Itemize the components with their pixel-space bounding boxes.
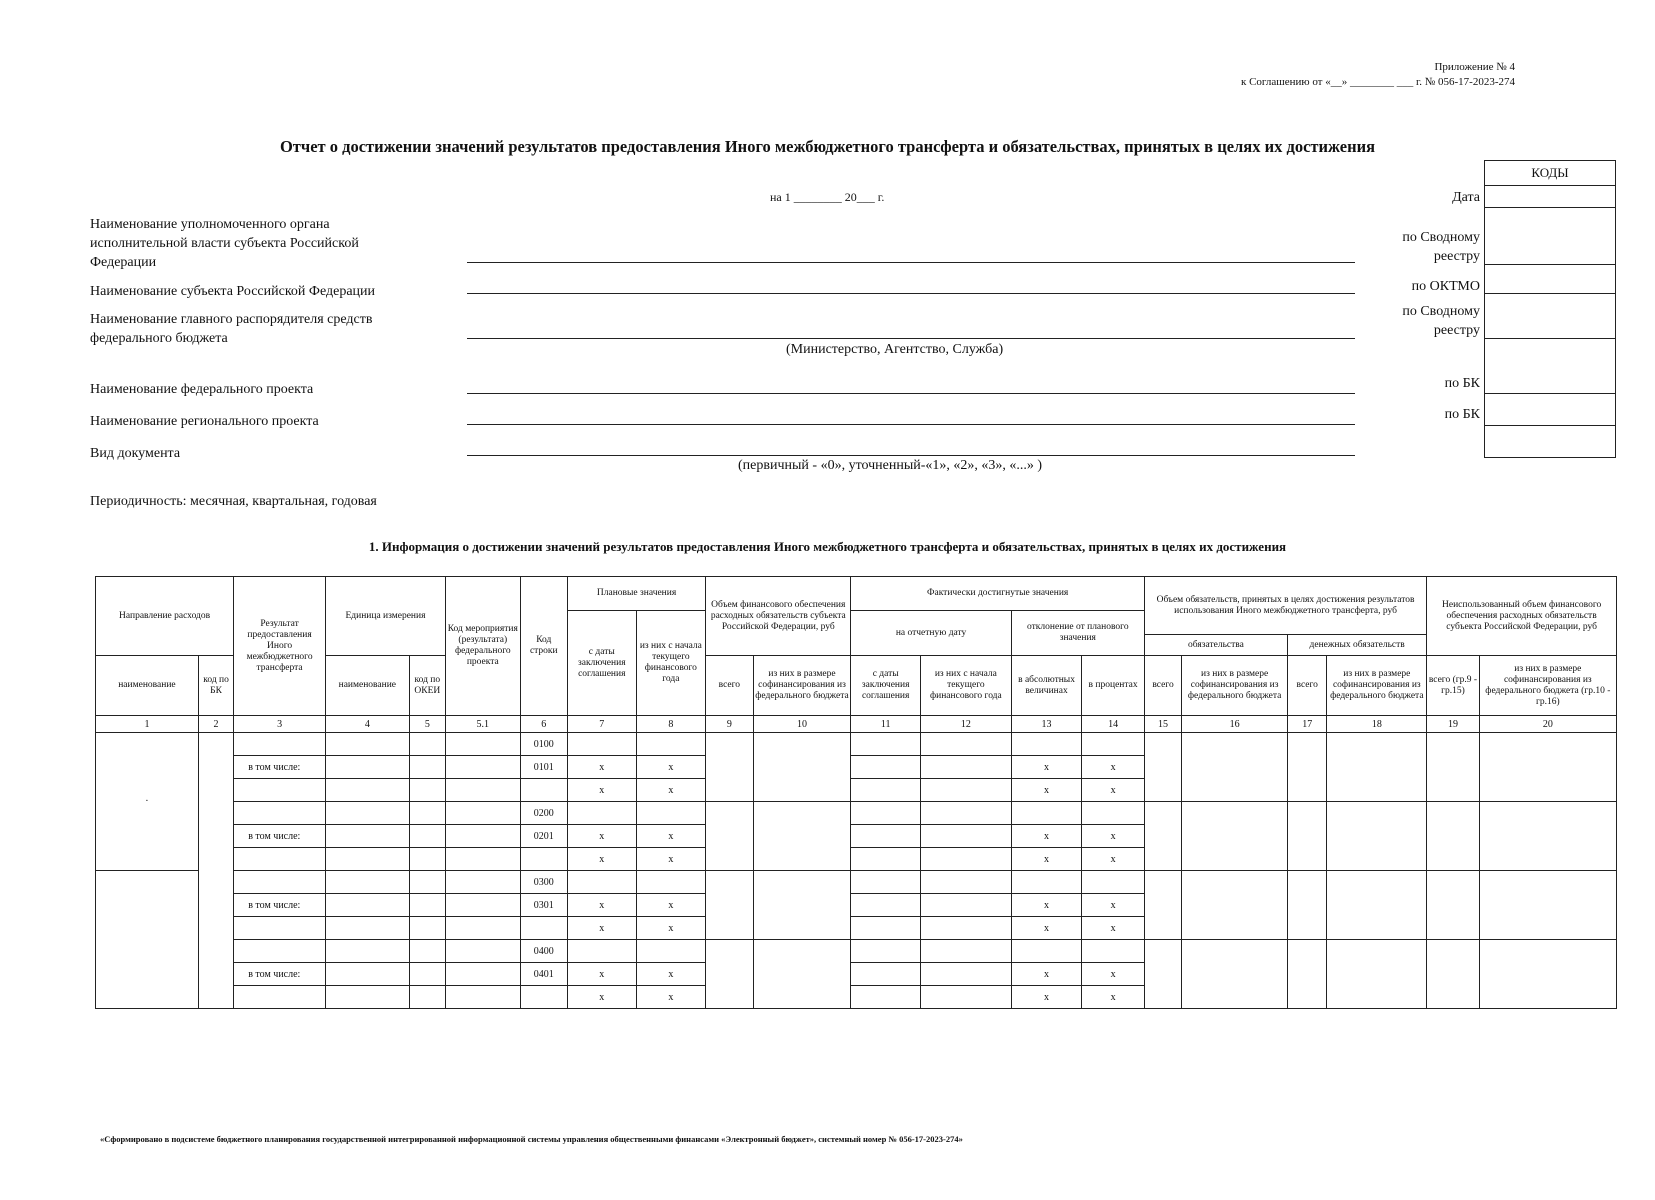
row-code-cell[interactable] (520, 779, 567, 802)
col-number: 2 (198, 716, 233, 733)
th-ob-total: всего (1144, 656, 1181, 716)
unused-total-cell[interactable] (1427, 940, 1479, 1009)
col-number: 12 (920, 716, 1011, 733)
col-number: 15 (1144, 716, 1181, 733)
th-ob-fed: из них в размере софинансирования из федерального бюджета (1182, 656, 1288, 716)
column-numbers-row (96, 716, 1617, 733)
dev-pct-cell[interactable] (1082, 940, 1145, 963)
money-total-cell[interactable] (1288, 802, 1327, 871)
ob-total-cell[interactable] (1144, 802, 1181, 871)
unused-total-cell[interactable] (1427, 802, 1479, 871)
direction-name-cell[interactable] (96, 871, 199, 1009)
x-mark: x (1011, 825, 1082, 848)
plan-year-cell[interactable] (636, 802, 706, 825)
th-unused-fed: из них в размере софинансирования из федерального бюджета (гр.10 - гр.16) (1479, 656, 1616, 716)
okei-cell[interactable] (409, 917, 445, 940)
event-code-cell[interactable] (445, 986, 520, 1009)
col-number: 6 (520, 716, 567, 733)
x-mark: x (567, 894, 636, 917)
dev-pct-cell[interactable] (1082, 733, 1145, 756)
fact-year-cell[interactable] (920, 848, 1011, 871)
row-code-cell[interactable] (520, 917, 567, 940)
plan-from-cell[interactable] (567, 940, 636, 963)
including-label: в том числе: (234, 894, 326, 917)
codes-divider (1485, 264, 1615, 265)
okei-cell[interactable] (409, 940, 445, 963)
th-plan-year: из них с начала текущего финансового года (636, 611, 706, 716)
th-unused-total: всего (гр.9 - гр.15) (1427, 656, 1479, 716)
field-subject-label: Наименование субъекта Российской Федерации (90, 284, 376, 299)
th-money-fed: из них в размере софинансирования из федерального бюджета (1327, 656, 1427, 716)
okei-cell[interactable] (409, 986, 445, 1009)
fact-year-cell[interactable] (920, 733, 1011, 756)
th-fact: Фактически достигнутые значения (851, 577, 1144, 611)
fact-from-cell[interactable] (851, 894, 921, 917)
event-code-cell[interactable] (445, 894, 520, 917)
col-number: 11 (851, 716, 921, 733)
fin-fed-cell[interactable] (753, 871, 851, 940)
field-authority-line[interactable] (467, 262, 1355, 263)
code-label-oktmo: по ОКТМО (1411, 279, 1480, 294)
fact-year-cell[interactable] (920, 963, 1011, 986)
unused-fed-cell[interactable] (1479, 940, 1616, 1009)
x-mark: x (1011, 963, 1082, 986)
th-row-code: Код строки (520, 577, 567, 716)
th-event-code: Код мероприятия (результата) федерального проекта (445, 577, 520, 716)
event-code-cell[interactable] (445, 825, 520, 848)
x-mark: x (1082, 917, 1145, 940)
ob-fed-cell[interactable] (1182, 940, 1288, 1009)
x-mark: x (567, 825, 636, 848)
x-mark: x (1011, 848, 1082, 871)
result-cell[interactable] (234, 848, 326, 871)
unit-name-cell[interactable] (325, 756, 409, 779)
field-doc-type-caption: (первичный - «0», уточненный-«1», «2», «3», «...» ) (738, 458, 1043, 473)
fact-year-cell[interactable] (920, 825, 1011, 848)
x-mark: x (636, 825, 706, 848)
codes-header: КОДЫ (1485, 161, 1615, 186)
codes-divider (1485, 207, 1615, 208)
ob-fed-cell[interactable] (1182, 733, 1288, 802)
col-number: 16 (1182, 716, 1288, 733)
event-code-cell[interactable] (445, 779, 520, 802)
col-number: 10 (753, 716, 851, 733)
row-code-cell: 0401 (520, 963, 567, 986)
money-total-cell[interactable] (1288, 733, 1327, 802)
x-mark: x (567, 917, 636, 940)
fact-year-cell[interactable] (920, 756, 1011, 779)
okei-cell[interactable] (409, 871, 445, 894)
code-label-date: Дата (1452, 190, 1480, 205)
th-money-obligations: денежных обязательств (1288, 635, 1427, 656)
code-label-bk: по БК (1444, 376, 1480, 391)
code-label-registry-2: по Сводному реестру (1402, 304, 1480, 338)
x-mark: x (1011, 986, 1082, 1009)
x-mark: x (1082, 894, 1145, 917)
dev-abs-cell[interactable] (1011, 733, 1082, 756)
th-financing: Объем финансового обеспечения расходных обязательств субъекта Российской Федерации, руб (706, 577, 851, 656)
row-code-cell: 0301 (520, 894, 567, 917)
event-code-cell[interactable] (445, 848, 520, 871)
section-title: 1. Информация о достижении значений результатов предоставления Иного межбюджетного трансферта и обязательствах, принятых в целях их достижения (368, 539, 1287, 554)
codes-box (1484, 160, 1616, 458)
th-dev-abs: в абсолютных величинах (1011, 656, 1082, 716)
x-mark: x (1082, 825, 1145, 848)
fin-fed-cell[interactable] (753, 940, 851, 1009)
field-regional-project-label: Наименование регионального проекта (90, 414, 319, 429)
dev-abs-cell[interactable] (1011, 940, 1082, 963)
report-table (95, 576, 1617, 1009)
okei-cell[interactable] (409, 825, 445, 848)
col-number: 8 (636, 716, 706, 733)
code-label-registry: по Сводному реестру (1402, 230, 1480, 264)
direction-name-cell[interactable]: · (96, 733, 199, 871)
event-code-cell[interactable] (445, 733, 520, 756)
col-number: 7 (567, 716, 636, 733)
x-mark: x (1082, 779, 1145, 802)
unused-total-cell[interactable] (1427, 871, 1479, 940)
row-code-cell: 0400 (520, 940, 567, 963)
col-number: 17 (1288, 716, 1327, 733)
event-code-cell[interactable] (445, 756, 520, 779)
fact-year-cell[interactable] (920, 986, 1011, 1009)
x-mark: x (636, 848, 706, 871)
x-mark: x (567, 756, 636, 779)
event-code-cell[interactable] (445, 940, 520, 963)
fact-from-cell[interactable] (851, 756, 921, 779)
x-mark: x (1082, 963, 1145, 986)
x-mark: x (636, 756, 706, 779)
unit-name-cell[interactable] (325, 848, 409, 871)
th-unit-name: наименование (325, 656, 409, 716)
table-row (96, 940, 1617, 963)
x-mark: x (1011, 756, 1082, 779)
x-mark: x (567, 986, 636, 1009)
unit-name-cell[interactable] (325, 871, 409, 894)
unit-name-cell[interactable] (325, 917, 409, 940)
x-mark: x (567, 848, 636, 871)
x-mark: x (636, 894, 706, 917)
fact-from-cell[interactable] (851, 779, 921, 802)
result-cell[interactable] (234, 802, 326, 825)
field-authority-label: Наименование уполномоченного органа исполнительной власти субъекта Российской Федерации (90, 217, 359, 270)
row-code-cell: 0100 (520, 733, 567, 756)
ob-fed-cell[interactable] (1182, 802, 1288, 871)
row-code-cell: 0200 (520, 802, 567, 825)
table-row (96, 733, 1617, 756)
fact-from-cell[interactable] (851, 733, 921, 756)
x-mark: x (567, 779, 636, 802)
money-total-cell[interactable] (1288, 940, 1327, 1009)
th-okei: код по ОКЕИ (409, 656, 445, 716)
field-distributor-caption: (Министерство, Агентство, Служба) (786, 342, 1004, 357)
code-bk-cell[interactable] (198, 733, 233, 1009)
col-number: 3 (234, 716, 326, 733)
fact-from-cell[interactable] (851, 963, 921, 986)
table-row (96, 802, 1617, 825)
col-number: 1 (96, 716, 199, 733)
money-fed-cell[interactable] (1327, 733, 1427, 802)
col-number: 5 (409, 716, 445, 733)
x-mark: x (1082, 756, 1145, 779)
ob-total-cell[interactable] (1144, 733, 1181, 802)
event-code-cell[interactable] (445, 917, 520, 940)
agreement-reference: к Соглашению от «__» ________ ___ г. № 056-17-2023-274 (1240, 76, 1515, 88)
field-doc-type-line[interactable] (467, 455, 1355, 456)
result-cell[interactable] (234, 779, 326, 802)
th-money-total: всего (1288, 656, 1327, 716)
th-deviation: отклонение от планового значения (1011, 611, 1144, 656)
periodicity: Периодичность: месячная, квартальная, годовая (90, 494, 377, 509)
x-mark: x (636, 963, 706, 986)
field-federal-project-label: Наименование федерального проекта (90, 382, 314, 397)
fact-year-cell[interactable] (920, 940, 1011, 963)
unused-fed-cell[interactable] (1479, 733, 1616, 802)
event-code-cell[interactable] (445, 963, 520, 986)
field-distributor-label: Наименование главного распорядителя средств федерального бюджета (90, 312, 373, 346)
col-number: 14 (1082, 716, 1145, 733)
fin-total-cell[interactable] (706, 733, 753, 802)
money-total-cell[interactable] (1288, 871, 1327, 940)
x-mark: x (1011, 894, 1082, 917)
plan-from-cell[interactable] (567, 733, 636, 756)
document-title: Отчет о достижении значений результатов предоставления Иного межбюджетного трансферта и обязательствах, принятых в целях их достижения (279, 137, 1376, 156)
th-dev-pct: в процентах (1082, 656, 1145, 716)
footer-note: «Сформировано в подсистеме бюджетного планирования государственной интегрированной информационной системы управления общественными финансами «Электронный бюджет», системный номер № 056-17-2023-274» (100, 1134, 963, 1144)
th-plan: Плановые значения (567, 577, 705, 611)
event-code-cell[interactable] (445, 802, 520, 825)
okei-cell[interactable] (409, 963, 445, 986)
plan-year-cell[interactable] (636, 871, 706, 894)
th-unit: Единица измерения (325, 577, 445, 656)
field-doc-type-label: Вид документа (90, 446, 181, 461)
dev-abs-cell[interactable] (1011, 871, 1082, 894)
result-cell[interactable] (234, 940, 326, 963)
unit-name-cell[interactable] (325, 825, 409, 848)
plan-from-cell[interactable] (567, 871, 636, 894)
row-code-cell[interactable] (520, 848, 567, 871)
fact-year-cell[interactable] (920, 917, 1011, 940)
unit-name-cell[interactable] (325, 779, 409, 802)
field-subject-line[interactable] (467, 293, 1355, 294)
codes-divider (1485, 338, 1615, 339)
okei-cell[interactable] (409, 779, 445, 802)
fact-from-cell[interactable] (851, 802, 921, 825)
fact-from-cell[interactable] (851, 917, 921, 940)
okei-cell[interactable] (409, 894, 445, 917)
fact-from-cell[interactable] (851, 940, 921, 963)
dev-pct-cell[interactable] (1082, 871, 1145, 894)
plan-year-cell[interactable] (636, 940, 706, 963)
ob-fed-cell[interactable] (1182, 871, 1288, 940)
okei-cell[interactable] (409, 756, 445, 779)
th-obligations-sub: обязательства (1144, 635, 1287, 656)
col-number: 4 (325, 716, 409, 733)
col-number: 20 (1479, 716, 1616, 733)
x-mark: x (1082, 848, 1145, 871)
fin-fed-cell[interactable] (753, 802, 851, 871)
ob-total-cell[interactable] (1144, 940, 1181, 1009)
fact-from-cell[interactable] (851, 848, 921, 871)
th-direction: Направление расходов (96, 577, 234, 656)
x-mark: x (636, 986, 706, 1009)
plan-year-cell[interactable] (636, 733, 706, 756)
fact-from-cell[interactable] (851, 871, 921, 894)
event-code-cell[interactable] (445, 871, 520, 894)
result-cell[interactable] (234, 871, 326, 894)
fact-from-cell[interactable] (851, 986, 921, 1009)
including-label: в том числе: (234, 756, 326, 779)
plan-from-cell[interactable] (567, 802, 636, 825)
unused-fed-cell[interactable] (1479, 802, 1616, 871)
x-mark: x (1011, 779, 1082, 802)
th-result: Результат предоставления Иного межбюджетного трансферта (234, 577, 326, 716)
codes-divider (1485, 393, 1615, 394)
row-code-cell: 0201 (520, 825, 567, 848)
th-unused: Неиспользованный объем финансового обеспечения расходных обязательств субъекта Российской Федерации, руб (1427, 577, 1617, 656)
unused-total-cell[interactable] (1427, 733, 1479, 802)
result-cell[interactable] (234, 733, 326, 756)
okei-cell[interactable] (409, 733, 445, 756)
including-label: в том числе: (234, 825, 326, 848)
col-number: 18 (1327, 716, 1427, 733)
fin-fed-cell[interactable] (753, 733, 851, 802)
col-number: 5.1 (445, 716, 520, 733)
fin-total-cell[interactable] (706, 802, 753, 871)
unit-name-cell[interactable] (325, 894, 409, 917)
money-fed-cell[interactable] (1327, 871, 1427, 940)
col-number: 9 (706, 716, 753, 733)
ob-total-cell[interactable] (1144, 871, 1181, 940)
result-cell[interactable] (234, 986, 326, 1009)
unit-name-cell[interactable] (325, 802, 409, 825)
th-direction-name: наименование (96, 656, 199, 716)
appendix-number: Приложение № 4 (1434, 61, 1515, 73)
unit-name-cell[interactable] (325, 986, 409, 1009)
fact-year-cell[interactable] (920, 871, 1011, 894)
th-obligations: Объем обязательств, принятых в целях достижения результатов использования Иного межбюджетного трансферта, руб (1144, 577, 1426, 635)
x-mark: x (636, 917, 706, 940)
codes-divider (1485, 293, 1615, 294)
row-code-cell: 0101 (520, 756, 567, 779)
fact-year-cell[interactable] (920, 894, 1011, 917)
appendix-note (1241, 60, 1515, 90)
including-label: в том числе: (234, 963, 326, 986)
unit-name-cell[interactable] (325, 940, 409, 963)
code-label-bk-2: по БК (1444, 407, 1480, 422)
fact-from-cell[interactable] (851, 825, 921, 848)
x-mark: x (1082, 986, 1145, 1009)
unit-name-cell[interactable] (325, 733, 409, 756)
row-code-cell[interactable] (520, 986, 567, 1009)
unit-name-cell[interactable] (325, 963, 409, 986)
x-mark: x (1011, 917, 1082, 940)
fact-year-cell[interactable] (920, 802, 1011, 825)
fin-total-cell[interactable] (706, 940, 753, 1009)
money-fed-cell[interactable] (1327, 940, 1427, 1009)
fin-total-cell[interactable] (706, 871, 753, 940)
x-mark: x (636, 779, 706, 802)
col-number: 19 (1427, 716, 1479, 733)
result-cell[interactable] (234, 917, 326, 940)
report-date-line: на 1 ________ 20___ г. (770, 190, 885, 204)
th-fact-date: на отчетную дату (851, 611, 1011, 656)
dev-pct-cell[interactable] (1082, 802, 1145, 825)
fact-year-cell[interactable] (920, 779, 1011, 802)
x-mark: x (567, 963, 636, 986)
th-fact-year: из них с начала текущего финансового года (920, 656, 1011, 716)
okei-cell[interactable] (409, 802, 445, 825)
dev-abs-cell[interactable] (1011, 802, 1082, 825)
th-fin-fed: из них в размере софинансирования из федерального бюджета (753, 656, 851, 716)
th-plan-from: с даты заключения соглашения (567, 611, 636, 716)
money-fed-cell[interactable] (1327, 802, 1427, 871)
th-fact-from: с даты заключения соглашения (851, 656, 921, 716)
col-number: 13 (1011, 716, 1082, 733)
okei-cell[interactable] (409, 848, 445, 871)
row-code-cell: 0300 (520, 871, 567, 894)
th-fin-total: всего (706, 656, 753, 716)
field-distributor-line[interactable] (467, 338, 1355, 339)
field-regional-project-line[interactable] (467, 424, 1355, 425)
unused-fed-cell[interactable] (1479, 871, 1616, 940)
codes-divider (1485, 425, 1615, 426)
th-code-bk: код по БК (198, 656, 233, 716)
field-federal-project-line[interactable] (467, 393, 1355, 394)
table-row (96, 871, 1617, 894)
